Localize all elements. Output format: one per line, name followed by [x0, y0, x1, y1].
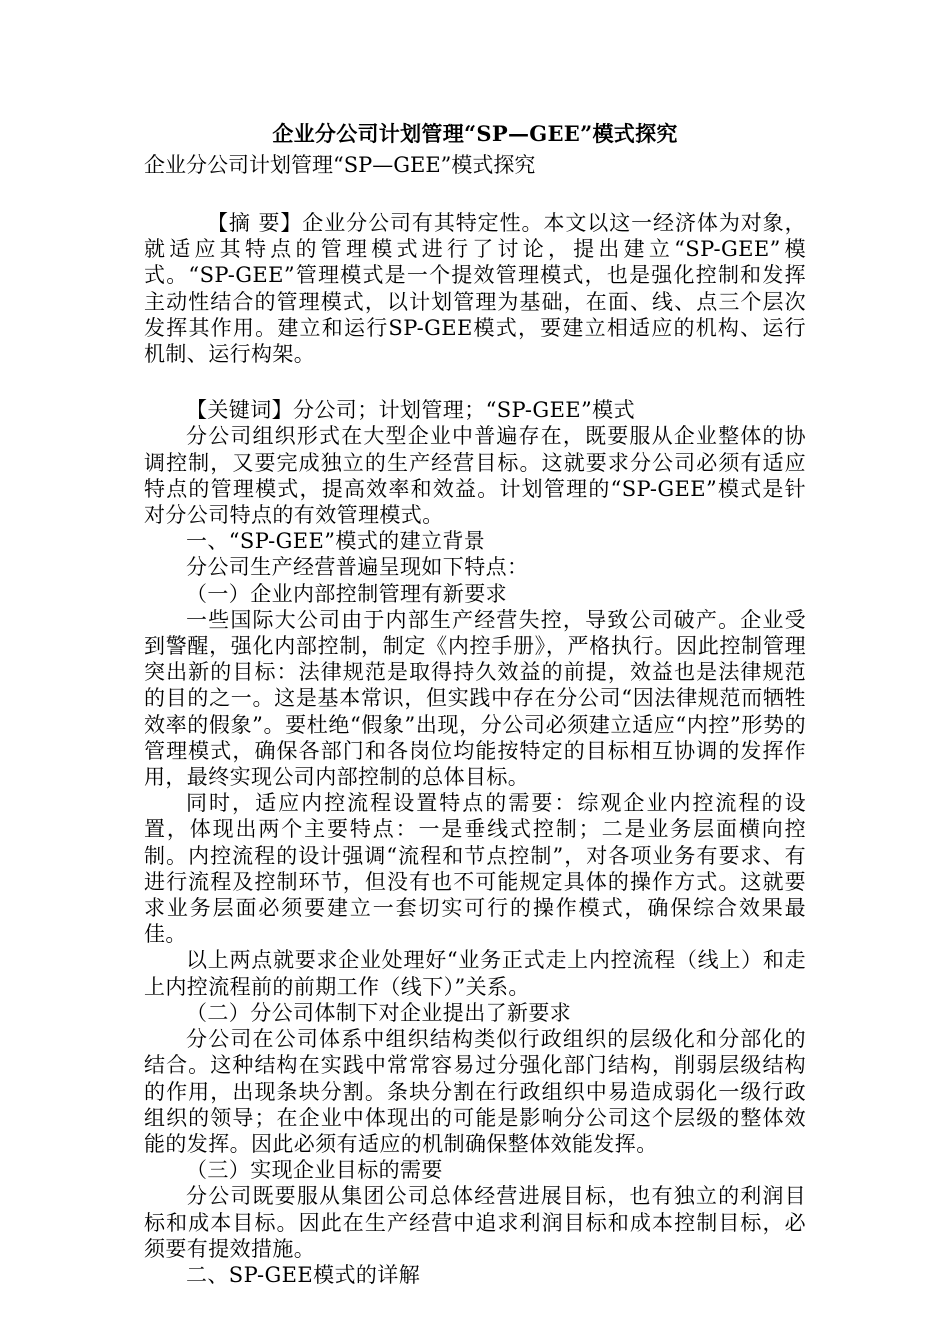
body-paragraph: 分公司在公司体系中组织结构类似行政组织的层级化和分部化的结合。这种结构在实践中常常容易过分强化部门结构，削弱层级结构的作用，出现条块分割。条块分割在行政组织中易造成弱化一级行政组织的领导；在企业中体现出的可能是影响分公司这个层级的整体效能的发挥。因此必须有适应的机制确保整体效能发挥。 [144, 1027, 806, 1156]
section-heading-1: 一、“SP-GEE”模式的建立背景 [186, 529, 486, 554]
subsection-heading-2: （二）分公司体制下对企业提出了新要求 [186, 1000, 572, 1025]
document-title: 企业分公司计划管理“SP—GEE”模式探究 [272, 121, 678, 146]
section-1-lead: 分公司生产经营普遍呈现如下特点： [186, 555, 529, 580]
document-body [144, 118, 806, 1288]
blank-line [144, 367, 806, 397]
body-paragraph: 以上两点就要求企业处理好“业务正式走上内控流程（线上）和走上内控流程前的前期工作（线下）”关系。 [144, 948, 806, 999]
abstract-paragraph: 【摘 要】企业分公司有其特定性。本文以这一经济体为对象，就适应其特点的管理模式进行了讨论，提出建立“SP-GEE”模式。“SP-GEE”管理模式是一个提效管理模式，也是强化控制和发挥主动性结合的管理模式，以计划管理为基础，在面、线、点三个层次发挥其作用。建立和运行SP-GEE模式，要建立相适应的机构、运行机制、运行构架。 [144, 211, 806, 367]
body-paragraph: 一些国际大公司由于内部生产经营失控，导致公司破产。企业受到警醒，强化内部控制，制定《内控手册》，严格执行。因此控制管理突出新的目标：法律规范是取得持久效益的前提，效益也是法律规范的目的之一。这是基本常识，但实践中存在分公司“因法律规范而牺牲效率的假象”。要杜绝“假象”出现，分公司必须建立适应“内控”形势的管理模式，确保各部门和各岗位均能按特定的目标相互协调的发挥作用，最终实现公司内部控制的总体目标。 [144, 607, 806, 790]
section-heading-2: 二、SP-GEE模式的详解 [186, 1262, 421, 1287]
body-paragraph: 同时，适应内控流程设置特点的需要：综观企业内控流程的设置，体现出两个主要特点：一是垂线式控制；二是业务层面横向控制。内控流程的设计强调“流程和节点控制”，对各项业务有要求、有进行流程及控制环节，但没有也不可能规定具体的操作方式。这就要求业务层面必须要建立一套切实可行的操作模式，确保综合效果最佳。 [144, 791, 806, 947]
blank-line [144, 180, 806, 210]
subsection-heading-3: （三）实现企业目标的需要 [186, 1158, 443, 1183]
subsection-heading-1: （一）企业内部控制管理有新要求 [186, 581, 507, 606]
body-paragraph: 分公司既要服从集团公司总体经营进展目标，也有独立的利润目标和成本目标。因此在生产经营中追求利润目标和成本控制目标，必须要有提效措施。 [144, 1184, 806, 1261]
document-subtitle: 企业分公司计划管理“SP—GEE”模式探究 [144, 153, 536, 177]
intro-paragraph: 分公司组织形式在大型企业中普遍存在，既要服从企业整体的协调控制，又要完成独立的生产经营目标。这就要求分公司必须有适应特点的管理模式，提高效率和效益。计划管理的“SP-GEE”模式是针对分公司特点的有效管理模式。 [144, 424, 806, 528]
keywords-line: 【关键词】分公司；计划管理；“SP-GEE”模式 [186, 398, 635, 423]
